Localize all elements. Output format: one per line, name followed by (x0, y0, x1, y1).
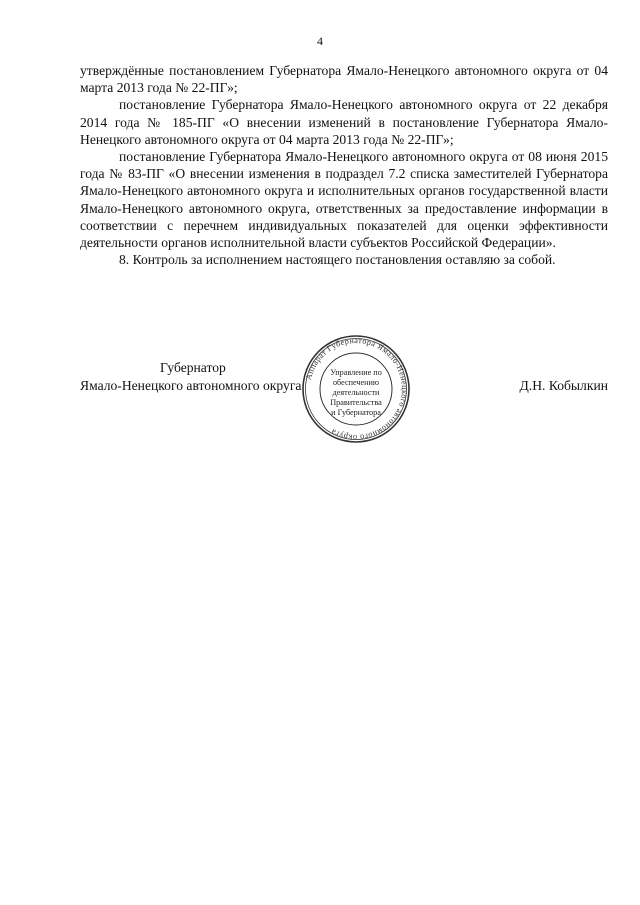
seal-line: деятельности (332, 388, 380, 397)
seal-line: Управление по (330, 368, 382, 377)
body-text (80, 62, 608, 268)
signatory-title: Губернатор (160, 360, 226, 375)
seal-line: обеспечению (332, 378, 380, 387)
paragraph-1: утверждённые постановлением Губернатора Ямало-Ненецкого автономного округа от 04 марта 2013 года № 22-ПГ»; (80, 63, 608, 96)
official-seal (301, 334, 411, 444)
seal-line: и Губернатора (331, 408, 381, 417)
paragraph-2: постановление Губернатора Ямало-Ненецкого автономного округа от 22 декабря 2014 года № 185-ПГ «О внесении изменений в постановление Губернатора Ямало-Ненецкого автономного округа от 04 марта 2013 года № 22-ПГ»; (80, 97, 608, 147)
signatory-name: Д.Н. Кобылкин (519, 378, 608, 393)
seal-inner-text (301, 368, 411, 418)
paragraph-3: постановление Губернатора Ямало-Ненецкого автономного округа от 08 июня 2015 года № 83-ПГ «О внесении изменения в подраздел 7.2 списка заместителей Губернатора Ямало-Ненецкого автономного округа и исполнительных органов государственной власти Ямало-Ненецкого автономного округа, ответственных за предоставление информации в соответствии с перечнем индивидуальных показателей для оценки эффективности деятельности органов исполнительной власти субъектов Российской Федерации». (80, 149, 608, 251)
seal-line: Правительства (330, 398, 382, 407)
page-number: 4 (317, 34, 323, 48)
seal-ring-text: Аппарат Губернатора Ямало-Ненецкого автономного округа (303, 335, 410, 443)
paragraph-4: 8. Контроль за исполнением настоящего постановления оставляю за собой. (119, 252, 556, 268)
signatory-region: Ямало-Ненецкого автономного округа (80, 378, 302, 393)
